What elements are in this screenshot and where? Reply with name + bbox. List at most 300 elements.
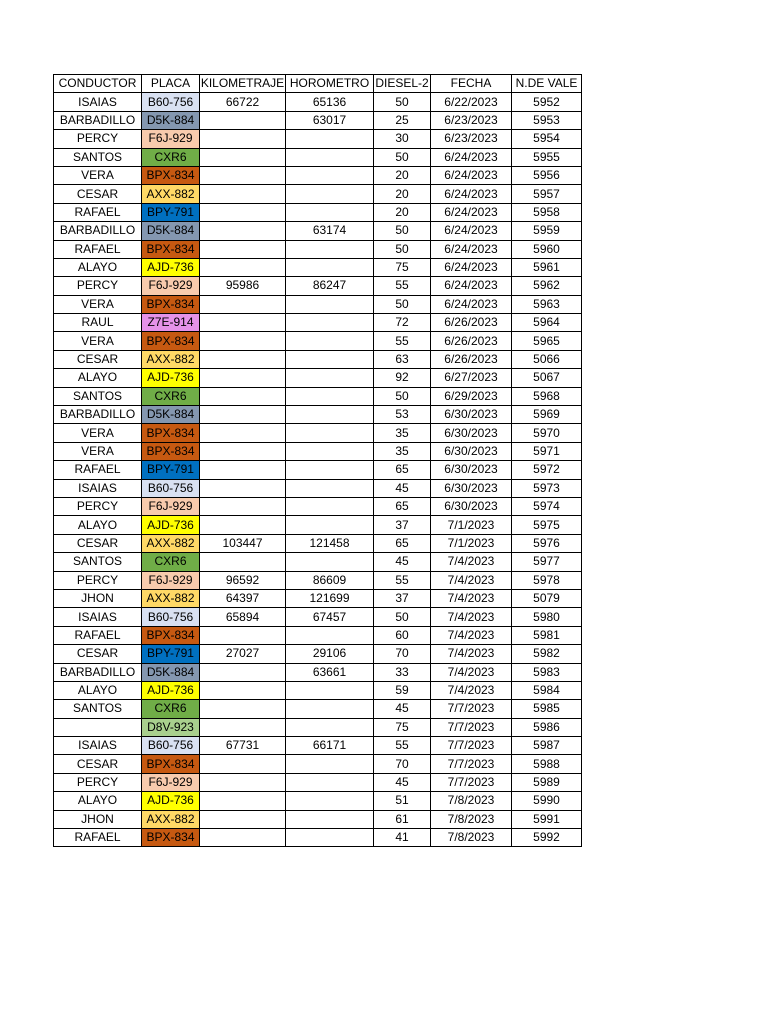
- cell-horometro: [286, 240, 374, 258]
- cell-kilometraje: 64397: [200, 589, 286, 607]
- cell-placa-highlighted: CXR6: [142, 700, 200, 718]
- cell-vale: 5975: [512, 516, 582, 534]
- table-row: [54, 130, 582, 148]
- cell-conductor: BARBADILLO: [54, 222, 142, 240]
- table-row: [54, 166, 582, 184]
- cell-vale: 5954: [512, 130, 582, 148]
- cell-vale: 5972: [512, 461, 582, 479]
- cell-kilometraje: [200, 829, 286, 847]
- cell-kilometraje: 67731: [200, 737, 286, 755]
- table-row: [54, 258, 582, 276]
- cell-kilometraje: 27027: [200, 645, 286, 663]
- cell-horometro: [286, 792, 374, 810]
- cell-horometro: [286, 406, 374, 424]
- cell-conductor: ISAIAS: [54, 479, 142, 497]
- cell-kilometraje: [200, 755, 286, 773]
- cell-placa-highlighted: BPY-791: [142, 645, 200, 663]
- cell-placa-highlighted: F6J-929: [142, 497, 200, 515]
- cell-kilometraje: [200, 222, 286, 240]
- cell-conductor: ALAYO: [54, 369, 142, 387]
- cell-kilometraje: [200, 424, 286, 442]
- cell-placa-highlighted: BPX-834: [142, 424, 200, 442]
- cell-vale: 5968: [512, 387, 582, 405]
- cell-horometro: [286, 718, 374, 736]
- cell-horometro: [286, 166, 374, 184]
- cell-fecha: 7/4/2023: [431, 553, 512, 571]
- cell-conductor: PERCY: [54, 130, 142, 148]
- cell-kilometraje: [200, 240, 286, 258]
- cell-kilometraje: [200, 442, 286, 460]
- cell-horometro: 121699: [286, 589, 374, 607]
- cell-conductor: PERCY: [54, 773, 142, 791]
- table-row: [54, 461, 582, 479]
- cell-kilometraje: [200, 148, 286, 166]
- cell-fecha: 6/26/2023: [431, 314, 512, 332]
- table-row: [54, 516, 582, 534]
- cell-vale: 5973: [512, 479, 582, 497]
- cell-kilometraje: [200, 258, 286, 276]
- cell-fecha: 7/7/2023: [431, 718, 512, 736]
- table-row: [54, 792, 582, 810]
- cell-diesel: 37: [374, 589, 431, 607]
- table-row: [54, 553, 582, 571]
- cell-conductor: SANTOS: [54, 553, 142, 571]
- cell-kilometraje: [200, 663, 286, 681]
- cell-placa-highlighted: Z7E-914: [142, 314, 200, 332]
- cell-vale: 5958: [512, 203, 582, 221]
- cell-diesel: 72: [374, 314, 431, 332]
- cell-conductor: JHON: [54, 589, 142, 607]
- cell-fecha: 7/7/2023: [431, 773, 512, 791]
- cell-fecha: 6/24/2023: [431, 148, 512, 166]
- cell-conductor: RAUL: [54, 314, 142, 332]
- cell-diesel: 55: [374, 737, 431, 755]
- cell-diesel: 45: [374, 773, 431, 791]
- cell-fecha: 6/24/2023: [431, 222, 512, 240]
- cell-vale: 5978: [512, 571, 582, 589]
- cell-diesel: 65: [374, 497, 431, 515]
- cell-horometro: 65136: [286, 93, 374, 111]
- cell-fecha: 6/26/2023: [431, 350, 512, 368]
- header-placa: PLACA: [142, 75, 200, 93]
- cell-fecha: 6/24/2023: [431, 295, 512, 313]
- cell-fecha: 7/7/2023: [431, 755, 512, 773]
- cell-placa-highlighted: BPY-791: [142, 461, 200, 479]
- cell-placa-highlighted: B60-756: [142, 608, 200, 626]
- cell-diesel: 60: [374, 626, 431, 644]
- cell-placa-highlighted: AXX-882: [142, 350, 200, 368]
- cell-placa-highlighted: AJD-736: [142, 792, 200, 810]
- cell-vale: 5959: [512, 222, 582, 240]
- cell-vale: 5953: [512, 111, 582, 129]
- cell-placa-highlighted: D5K-884: [142, 663, 200, 681]
- cell-fecha: 7/7/2023: [431, 700, 512, 718]
- cell-vale: 5990: [512, 792, 582, 810]
- cell-conductor: CESAR: [54, 350, 142, 368]
- table-row: [54, 424, 582, 442]
- cell-fecha: 7/7/2023: [431, 737, 512, 755]
- table-row: [54, 626, 582, 644]
- cell-diesel: 45: [374, 700, 431, 718]
- cell-fecha: 6/30/2023: [431, 461, 512, 479]
- table-row: [54, 332, 582, 350]
- cell-placa-highlighted: AJD-736: [142, 516, 200, 534]
- header-horometro: HOROMETRO: [286, 75, 374, 93]
- table-row: [54, 240, 582, 258]
- cell-vale: 5988: [512, 755, 582, 773]
- cell-vale: 5989: [512, 773, 582, 791]
- cell-horometro: [286, 350, 374, 368]
- cell-kilometraje: [200, 130, 286, 148]
- cell-horometro: [286, 314, 374, 332]
- table-row: [54, 718, 582, 736]
- cell-placa-highlighted: B60-756: [142, 479, 200, 497]
- cell-fecha: 7/4/2023: [431, 626, 512, 644]
- cell-horometro: [286, 810, 374, 828]
- cell-horometro: [286, 295, 374, 313]
- cell-kilometraje: 66722: [200, 93, 286, 111]
- table-row: [54, 663, 582, 681]
- cell-fecha: 6/30/2023: [431, 406, 512, 424]
- table-row: [54, 755, 582, 773]
- cell-placa-highlighted: AXX-882: [142, 185, 200, 203]
- cell-fecha: 6/22/2023: [431, 93, 512, 111]
- cell-conductor: VERA: [54, 166, 142, 184]
- cell-vale: 5983: [512, 663, 582, 681]
- cell-vale: 5067: [512, 369, 582, 387]
- cell-fecha: 6/27/2023: [431, 369, 512, 387]
- table-row: [54, 185, 582, 203]
- cell-conductor: RAFAEL: [54, 829, 142, 847]
- cell-conductor: PERCY: [54, 497, 142, 515]
- cell-fecha: 7/4/2023: [431, 608, 512, 626]
- cell-fecha: 7/1/2023: [431, 534, 512, 552]
- cell-vale: 5956: [512, 166, 582, 184]
- table-row: [54, 406, 582, 424]
- cell-placa-highlighted: BPX-834: [142, 166, 200, 184]
- cell-diesel: 35: [374, 442, 431, 460]
- cell-horometro: [286, 148, 374, 166]
- cell-placa-highlighted: D8V-923: [142, 718, 200, 736]
- cell-conductor: ALAYO: [54, 792, 142, 810]
- cell-conductor: VERA: [54, 295, 142, 313]
- cell-horometro: 86247: [286, 277, 374, 295]
- cell-placa-highlighted: F6J-929: [142, 130, 200, 148]
- table-row: [54, 534, 582, 552]
- cell-fecha: 6/30/2023: [431, 442, 512, 460]
- cell-vale: 5987: [512, 737, 582, 755]
- table-body: [54, 93, 582, 847]
- cell-conductor: RAFAEL: [54, 240, 142, 258]
- cell-kilometraje: 96592: [200, 571, 286, 589]
- cell-conductor: PERCY: [54, 277, 142, 295]
- cell-kilometraje: [200, 314, 286, 332]
- cell-vale: 5984: [512, 681, 582, 699]
- cell-conductor: VERA: [54, 442, 142, 460]
- cell-vale: 5982: [512, 645, 582, 663]
- cell-kilometraje: [200, 516, 286, 534]
- cell-vale: 5976: [512, 534, 582, 552]
- table-row: [54, 497, 582, 515]
- fuel-log-table: [53, 74, 582, 847]
- cell-conductor: BARBADILLO: [54, 111, 142, 129]
- cell-horometro: [286, 185, 374, 203]
- cell-horometro: [286, 369, 374, 387]
- cell-conductor: ALAYO: [54, 681, 142, 699]
- cell-diesel: 51: [374, 792, 431, 810]
- cell-vale: 5963: [512, 295, 582, 313]
- cell-horometro: [286, 424, 374, 442]
- cell-conductor: CESAR: [54, 534, 142, 552]
- cell-diesel: 75: [374, 258, 431, 276]
- cell-horometro: 63174: [286, 222, 374, 240]
- cell-vale: 5974: [512, 497, 582, 515]
- cell-vale: 5981: [512, 626, 582, 644]
- cell-horometro: [286, 626, 374, 644]
- cell-placa-highlighted: D5K-884: [142, 406, 200, 424]
- cell-conductor: BARBADILLO: [54, 406, 142, 424]
- cell-fecha: 7/4/2023: [431, 571, 512, 589]
- cell-fecha: 6/24/2023: [431, 258, 512, 276]
- header-diesel: DIESEL-2: [374, 75, 431, 93]
- cell-vale: 5962: [512, 277, 582, 295]
- cell-diesel: 70: [374, 755, 431, 773]
- cell-kilometraje: [200, 369, 286, 387]
- cell-conductor: SANTOS: [54, 148, 142, 166]
- cell-fecha: 6/30/2023: [431, 424, 512, 442]
- cell-horometro: [286, 497, 374, 515]
- cell-conductor: JHON: [54, 810, 142, 828]
- cell-horometro: [286, 553, 374, 571]
- cell-diesel: 65: [374, 461, 431, 479]
- cell-vale: 5960: [512, 240, 582, 258]
- header-vale: N.DE VALE: [512, 75, 582, 93]
- cell-fecha: 6/26/2023: [431, 332, 512, 350]
- cell-horometro: [286, 479, 374, 497]
- cell-fecha: 6/24/2023: [431, 277, 512, 295]
- cell-vale: 5079: [512, 589, 582, 607]
- cell-fecha: 6/30/2023: [431, 479, 512, 497]
- cell-diesel: 35: [374, 424, 431, 442]
- header-fecha: FECHA: [431, 75, 512, 93]
- cell-placa-highlighted: AXX-882: [142, 810, 200, 828]
- cell-conductor: VERA: [54, 424, 142, 442]
- table-row: [54, 93, 582, 111]
- cell-kilometraje: [200, 553, 286, 571]
- cell-conductor: SANTOS: [54, 700, 142, 718]
- cell-diesel: 37: [374, 516, 431, 534]
- cell-vale: 5969: [512, 406, 582, 424]
- table-row: [54, 369, 582, 387]
- cell-horometro: [286, 829, 374, 847]
- cell-diesel: 55: [374, 571, 431, 589]
- cell-horometro: [286, 700, 374, 718]
- cell-horometro: [286, 258, 374, 276]
- cell-diesel: 61: [374, 810, 431, 828]
- cell-conductor: [54, 718, 142, 736]
- cell-kilometraje: [200, 479, 286, 497]
- cell-diesel: 63: [374, 350, 431, 368]
- cell-diesel: 50: [374, 240, 431, 258]
- table-row: [54, 387, 582, 405]
- table-row: [54, 700, 582, 718]
- header-row: [54, 75, 582, 93]
- cell-diesel: 50: [374, 222, 431, 240]
- cell-kilometraje: 103447: [200, 534, 286, 552]
- table-row: [54, 222, 582, 240]
- cell-placa-highlighted: BPX-834: [142, 442, 200, 460]
- cell-conductor: RAFAEL: [54, 203, 142, 221]
- table-row: [54, 810, 582, 828]
- cell-placa-highlighted: AJD-736: [142, 258, 200, 276]
- cell-horometro: 63661: [286, 663, 374, 681]
- cell-diesel: 50: [374, 93, 431, 111]
- cell-conductor: CESAR: [54, 755, 142, 773]
- cell-horometro: [286, 755, 374, 773]
- cell-diesel: 53: [374, 406, 431, 424]
- cell-placa-highlighted: AXX-882: [142, 534, 200, 552]
- cell-fecha: 6/30/2023: [431, 497, 512, 515]
- cell-conductor: ISAIAS: [54, 608, 142, 626]
- cell-vale: 5957: [512, 185, 582, 203]
- cell-horometro: [286, 332, 374, 350]
- cell-placa-highlighted: BPX-834: [142, 626, 200, 644]
- table-row: [54, 350, 582, 368]
- cell-horometro: [286, 681, 374, 699]
- cell-horometro: [286, 461, 374, 479]
- cell-fecha: 7/4/2023: [431, 645, 512, 663]
- cell-kilometraje: 95986: [200, 277, 286, 295]
- cell-diesel: 59: [374, 681, 431, 699]
- cell-conductor: ISAIAS: [54, 737, 142, 755]
- cell-placa-highlighted: CXR6: [142, 553, 200, 571]
- cell-horometro: [286, 516, 374, 534]
- table-row: [54, 681, 582, 699]
- cell-kilometraje: 65894: [200, 608, 286, 626]
- table-row: [54, 148, 582, 166]
- cell-diesel: 45: [374, 479, 431, 497]
- cell-vale: 5970: [512, 424, 582, 442]
- cell-vale: 5985: [512, 700, 582, 718]
- table-row: [54, 737, 582, 755]
- cell-diesel: 50: [374, 387, 431, 405]
- cell-fecha: 7/8/2023: [431, 792, 512, 810]
- cell-horometro: 66171: [286, 737, 374, 755]
- cell-horometro: 63017: [286, 111, 374, 129]
- header-kilometraje: KILOMETRAJE: [200, 75, 286, 93]
- cell-kilometraje: [200, 681, 286, 699]
- cell-vale: 5952: [512, 93, 582, 111]
- cell-placa-highlighted: B60-756: [142, 737, 200, 755]
- cell-vale: 5066: [512, 350, 582, 368]
- cell-kilometraje: [200, 387, 286, 405]
- table-row: [54, 277, 582, 295]
- cell-placa-highlighted: BPY-791: [142, 203, 200, 221]
- cell-kilometraje: [200, 332, 286, 350]
- cell-vale: 5991: [512, 810, 582, 828]
- table-row: [54, 111, 582, 129]
- table-row: [54, 295, 582, 313]
- cell-placa-highlighted: F6J-929: [142, 571, 200, 589]
- cell-placa-highlighted: BPX-834: [142, 240, 200, 258]
- cell-fecha: 7/4/2023: [431, 589, 512, 607]
- cell-placa-highlighted: D5K-884: [142, 222, 200, 240]
- cell-placa-highlighted: AJD-736: [142, 681, 200, 699]
- cell-fecha: 7/4/2023: [431, 663, 512, 681]
- table-row: [54, 589, 582, 607]
- cell-kilometraje: [200, 406, 286, 424]
- cell-diesel: 41: [374, 829, 431, 847]
- cell-fecha: 6/23/2023: [431, 130, 512, 148]
- cell-placa-highlighted: BPX-834: [142, 332, 200, 350]
- cell-vale: 5986: [512, 718, 582, 736]
- cell-conductor: PERCY: [54, 571, 142, 589]
- cell-placa-highlighted: BPX-834: [142, 829, 200, 847]
- cell-placa-highlighted: BPX-834: [142, 755, 200, 773]
- cell-vale: 5961: [512, 258, 582, 276]
- cell-diesel: 50: [374, 608, 431, 626]
- cell-fecha: 6/23/2023: [431, 111, 512, 129]
- cell-conductor: ISAIAS: [54, 93, 142, 111]
- cell-placa-highlighted: D5K-884: [142, 111, 200, 129]
- cell-horometro: 86609: [286, 571, 374, 589]
- cell-kilometraje: [200, 700, 286, 718]
- cell-conductor: CESAR: [54, 185, 142, 203]
- cell-placa-highlighted: AXX-882: [142, 589, 200, 607]
- table-row: [54, 608, 582, 626]
- cell-horometro: 67457: [286, 608, 374, 626]
- cell-diesel: 25: [374, 111, 431, 129]
- cell-diesel: 33: [374, 663, 431, 681]
- cell-diesel: 55: [374, 277, 431, 295]
- cell-conductor: BARBADILLO: [54, 663, 142, 681]
- table-row: [54, 314, 582, 332]
- cell-diesel: 20: [374, 203, 431, 221]
- cell-kilometraje: [200, 185, 286, 203]
- cell-kilometraje: [200, 718, 286, 736]
- cell-vale: 5965: [512, 332, 582, 350]
- cell-kilometraje: [200, 497, 286, 515]
- table-row: [54, 442, 582, 460]
- cell-diesel: 70: [374, 645, 431, 663]
- cell-vale: 5980: [512, 608, 582, 626]
- table-row: [54, 829, 582, 847]
- cell-kilometraje: [200, 166, 286, 184]
- header-conductor: CONDUCTOR: [54, 75, 142, 93]
- table-row: [54, 479, 582, 497]
- cell-conductor: RAFAEL: [54, 461, 142, 479]
- cell-fecha: 7/4/2023: [431, 681, 512, 699]
- cell-kilometraje: [200, 461, 286, 479]
- cell-fecha: 6/24/2023: [431, 240, 512, 258]
- cell-diesel: 45: [374, 553, 431, 571]
- cell-fecha: 6/24/2023: [431, 203, 512, 221]
- cell-vale: 5992: [512, 829, 582, 847]
- cell-kilometraje: [200, 792, 286, 810]
- table-row: [54, 571, 582, 589]
- cell-kilometraje: [200, 773, 286, 791]
- cell-fecha: 7/8/2023: [431, 810, 512, 828]
- cell-placa-highlighted: B60-756: [142, 93, 200, 111]
- cell-horometro: 121458: [286, 534, 374, 552]
- cell-horometro: [286, 442, 374, 460]
- cell-diesel: 50: [374, 148, 431, 166]
- cell-diesel: 65: [374, 534, 431, 552]
- cell-kilometraje: [200, 810, 286, 828]
- cell-horometro: [286, 387, 374, 405]
- cell-diesel: 92: [374, 369, 431, 387]
- cell-placa-highlighted: AJD-736: [142, 369, 200, 387]
